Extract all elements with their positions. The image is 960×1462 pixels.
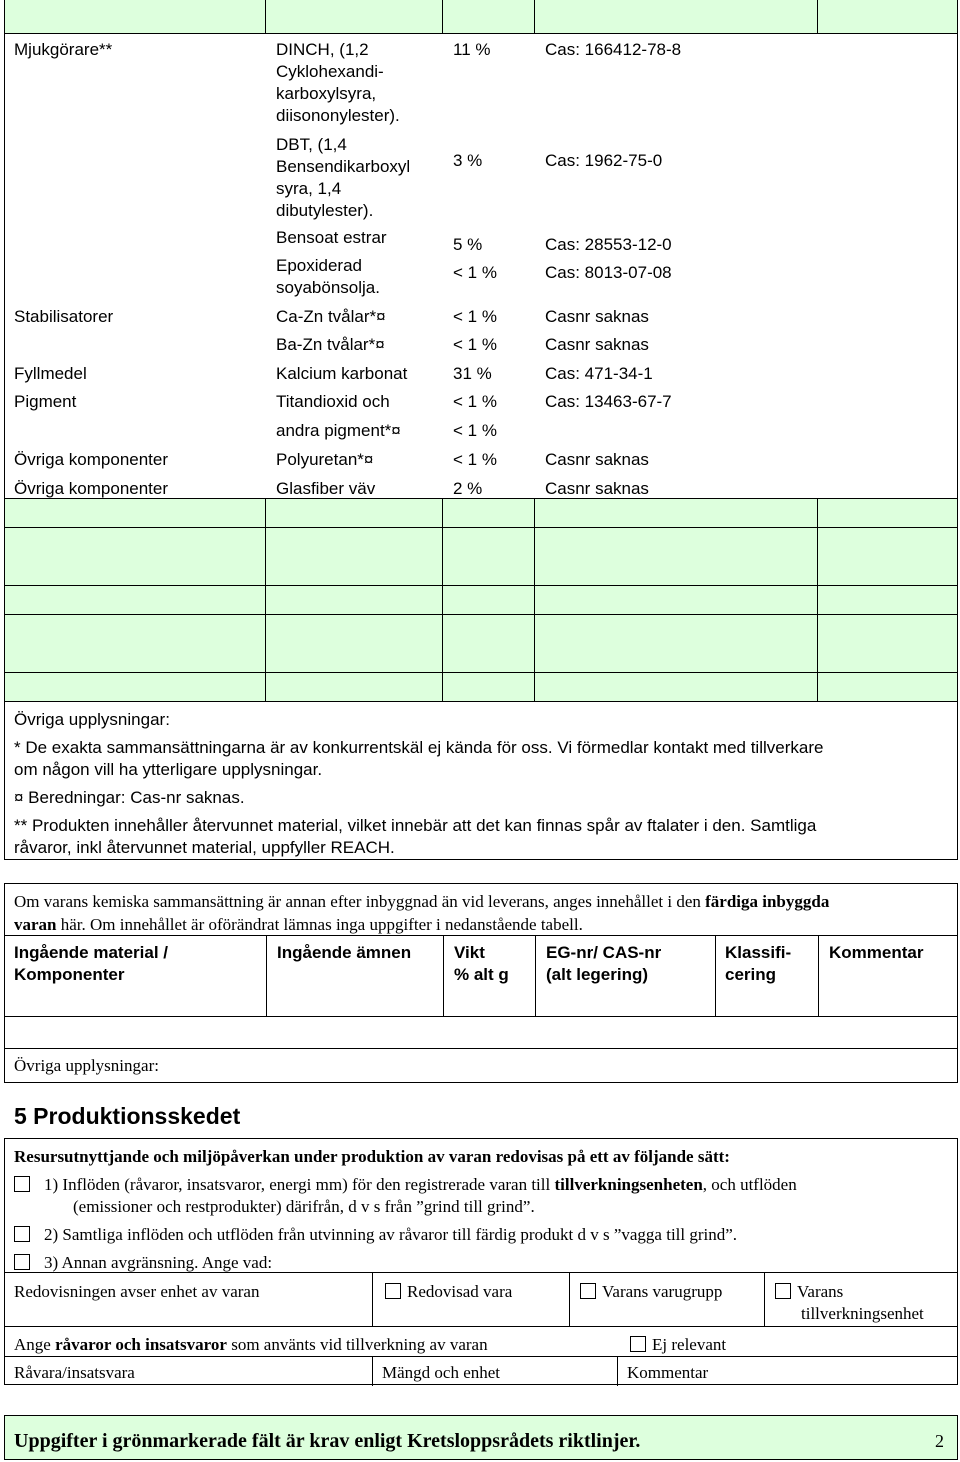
built-in-box	[4, 883, 958, 1083]
col-header-material: Komponenter	[14, 965, 125, 984]
percent-cell: 5 %	[453, 235, 483, 254]
cas-cell: Cas: 471-34-1	[545, 364, 653, 383]
green-cell[interactable]	[534, 672, 818, 702]
green-cell[interactable]	[442, 498, 535, 528]
green-cell[interactable]	[442, 614, 535, 673]
raw-materials-label: som använts vid tillverkning av varan	[226, 1335, 488, 1354]
percent-cell: 2 %	[453, 479, 483, 498]
group-other: Övriga komponenter	[14, 450, 169, 469]
green-cell[interactable]	[534, 0, 818, 34]
unit-option-reported[interactable]	[385, 1281, 512, 1303]
built-in-intro: Om varans kemiska sammansättning är annan efter inbyggnad än vid leverans, anges innehållet i den	[14, 892, 706, 911]
option-1-bold: tillverkningsenheten	[554, 1175, 703, 1194]
green-cell[interactable]	[4, 585, 266, 615]
option-3-label: 3) Annan avgränsning. Ange vad:	[44, 1253, 273, 1272]
percent-cell: < 1 %	[453, 421, 497, 440]
percent-cell: < 1 %	[453, 450, 497, 469]
green-cell[interactable]	[817, 498, 958, 528]
green-cell[interactable]	[817, 614, 958, 673]
page-number: 2	[935, 1431, 944, 1451]
group-stabilizer: Stabilisatorer	[14, 307, 114, 326]
option-1[interactable]	[14, 1174, 797, 1196]
green-cell[interactable]	[534, 585, 818, 615]
material-cell: Ca-Zn tvålar*¤	[276, 307, 386, 326]
checkbox-item-group[interactable]	[580, 1283, 596, 1299]
option-3[interactable]	[14, 1252, 272, 1274]
option-1-label: , och utflöden	[702, 1175, 797, 1194]
green-cell[interactable]	[442, 0, 535, 34]
unit-option-label: Redovisad vara	[407, 1282, 513, 1301]
green-cell[interactable]	[4, 614, 266, 673]
raw-materials-label: Ange	[14, 1335, 56, 1354]
green-cell[interactable]	[442, 672, 535, 702]
built-in-intro-bold: färdiga inbyggda	[705, 892, 830, 911]
option-1-label: (emissioner och restprodukter) därifrån, d v s från ”grind till grind”.	[73, 1197, 535, 1216]
green-cell[interactable]	[817, 672, 958, 702]
material-line: soyabönsolja.	[276, 278, 380, 297]
green-cell[interactable]	[817, 527, 958, 586]
option-2[interactable]	[14, 1224, 737, 1246]
not-relevant-label: Ej relevant	[652, 1335, 727, 1354]
footer-bar	[4, 1415, 958, 1460]
percent-cell: 3 %	[453, 151, 483, 170]
cas-cell: Cas: 166412-78-8	[545, 40, 682, 59]
percent-cell: 31 %	[453, 364, 492, 383]
green-cell[interactable]	[265, 0, 443, 34]
group-filler: Fyllmedel	[14, 364, 87, 383]
material-line: Epoxiderad	[276, 256, 363, 275]
material-line: DBT, (1,4	[276, 135, 347, 154]
material-line: dibutylester).	[276, 201, 374, 220]
production-box	[4, 1138, 958, 1385]
option-2-label: 2) Samtliga inflöden och utflöden från utvinning av råvaror till färdig produkt d v s ”vagga till grind”.	[44, 1225, 738, 1244]
unit-option-group[interactable]	[580, 1281, 722, 1303]
material-cell: Ba-Zn tvålar*¤	[276, 335, 385, 354]
green-cell[interactable]	[442, 585, 535, 615]
col-header-comment: Kommentar	[829, 943, 924, 962]
percent-cell: < 1 %	[453, 307, 497, 326]
material-line: syra, 1,4	[276, 179, 342, 198]
notes-text: ¤ Beredningar: Cas-nr saknas.	[14, 788, 245, 807]
raw-materials-bold: råvaror och insatsvaror	[55, 1335, 227, 1354]
material-cell: Polyuretan*¤	[276, 450, 374, 469]
col-header-weight: Vikt	[454, 943, 485, 962]
col-header-cas: (alt legering)	[546, 965, 649, 984]
notes-text: om någon vill ha ytterligare upplysningar.	[14, 760, 323, 779]
green-cell[interactable]	[4, 672, 266, 702]
percent-cell: < 1 %	[453, 263, 497, 282]
col-header-weight: % alt g	[454, 965, 509, 984]
green-cell[interactable]	[265, 614, 443, 673]
col-header-substances: Ingående ämnen	[277, 943, 412, 962]
green-cell[interactable]	[265, 498, 443, 528]
checkbox-reported-item[interactable]	[385, 1283, 401, 1299]
green-cell[interactable]	[534, 498, 818, 528]
material-line: diisononylester).	[276, 106, 400, 125]
checkbox-production-unit[interactable]	[775, 1283, 791, 1299]
unit-option-label: tillverkningsenhet	[801, 1304, 924, 1323]
footer-text: Uppgifter i grönmarkerade fält är krav enligt Kretsloppsrådets riktlinjer.	[14, 1430, 641, 1452]
notes-text: * De exakta sammansättningarna är av konkurrentskäl ej kända för oss. Vi förmedlar kontakt med tillverkare	[14, 738, 824, 757]
checkbox-option-2[interactable]	[14, 1226, 30, 1242]
cas-cell: Casnr saknas	[545, 450, 649, 469]
group-plasticizer: Mjukgörare**	[14, 40, 113, 59]
cas-cell: Cas: 1962-75-0	[545, 151, 663, 170]
green-cell[interactable]	[265, 585, 443, 615]
checkbox-option-1[interactable]	[14, 1176, 30, 1192]
material-line: Cyklohexandi-	[276, 62, 384, 81]
notes-text: ** Produkten innehåller återvunnet material, vilket innebär att det kan finnas spår av ftalater i den. Samtliga	[14, 816, 817, 835]
unit-option-label: Varans	[797, 1282, 844, 1301]
notes-label: Övriga upplysningar:	[14, 710, 170, 729]
col-header-amount: Mängd och enhet	[382, 1363, 501, 1382]
unit-option-production[interactable]	[775, 1281, 843, 1303]
col-header-classification: cering	[725, 965, 777, 984]
unit-label: Redovisningen avser enhet av varan	[14, 1282, 260, 1301]
green-cell[interactable]	[534, 527, 818, 586]
col-header-classification: Klassifi-	[725, 943, 792, 962]
percent-cell: 11 %	[453, 40, 491, 59]
col-header-raw: Råvara/insatsvara	[14, 1363, 135, 1382]
material-line: karboxylsyra,	[276, 84, 377, 103]
built-in-intro-bold: varan	[14, 915, 57, 934]
green-cell[interactable]	[4, 527, 266, 586]
checkbox-not-relevant[interactable]	[630, 1336, 646, 1352]
material-cell: Titandioxid och	[276, 392, 390, 411]
notes-box	[4, 701, 958, 860]
percent-cell: < 1 %	[453, 392, 497, 411]
col-header-cas: EG-nr/ CAS-nr	[546, 943, 662, 962]
material-line: DINCH, (1,2	[276, 40, 369, 59]
green-cell[interactable]	[534, 614, 818, 673]
cas-cell: Cas: 28553-12-0	[545, 235, 672, 254]
built-in-other-label: Övriga upplysningar:	[14, 1056, 159, 1075]
col-header-comment: Kommentar	[627, 1363, 709, 1382]
notes-text: råvaror, inkl återvunnet material, uppfyller REACH.	[14, 838, 395, 857]
col-header-material: Ingående material /	[14, 943, 168, 962]
green-cell[interactable]	[817, 0, 958, 34]
checkbox-option-3[interactable]	[14, 1254, 30, 1270]
cas-cell: Casnr saknas	[545, 479, 649, 498]
cas-cell: Cas: 13463-67-7	[545, 392, 672, 411]
material-cell: andra pigment*¤	[276, 421, 401, 440]
material-cell: Glasfiber väv	[276, 479, 376, 498]
material-cell: Bensoat estrar	[276, 228, 387, 247]
green-cell[interactable]	[4, 498, 266, 528]
option-1-label: 1) Inflöden (råvaror, insatsvaror, energi mm) för den registrerade varan till	[44, 1175, 555, 1194]
green-cell[interactable]	[4, 0, 266, 34]
section-title: 5 Produktionsskedet	[14, 1103, 241, 1129]
percent-cell: < 1 %	[453, 335, 497, 354]
cas-cell: Casnr saknas	[545, 307, 649, 326]
green-cell[interactable]	[817, 585, 958, 615]
group-other: Övriga komponenter	[14, 479, 169, 498]
production-heading: Resursutnyttjande och miljöpåverkan under produktion av varan redovisas på ett av följande sätt:	[14, 1147, 730, 1166]
material-cell: Kalcium karbonat	[276, 364, 408, 383]
not-relevant-option[interactable]	[630, 1334, 726, 1356]
cas-cell: Cas: 8013-07-08	[545, 263, 672, 282]
material-line: Bensendikarboxyl	[276, 157, 411, 176]
built-in-intro: här. Om innehållet är oförändrat lämnas inga uppgifter i nedanstående tabell.	[56, 915, 583, 934]
green-cell[interactable]	[265, 672, 443, 702]
green-cell[interactable]	[265, 527, 443, 586]
group-pigment: Pigment	[14, 392, 77, 411]
cas-cell: Casnr saknas	[545, 335, 649, 354]
green-cell[interactable]	[442, 527, 535, 586]
unit-option-label: Varans varugrupp	[602, 1282, 723, 1301]
